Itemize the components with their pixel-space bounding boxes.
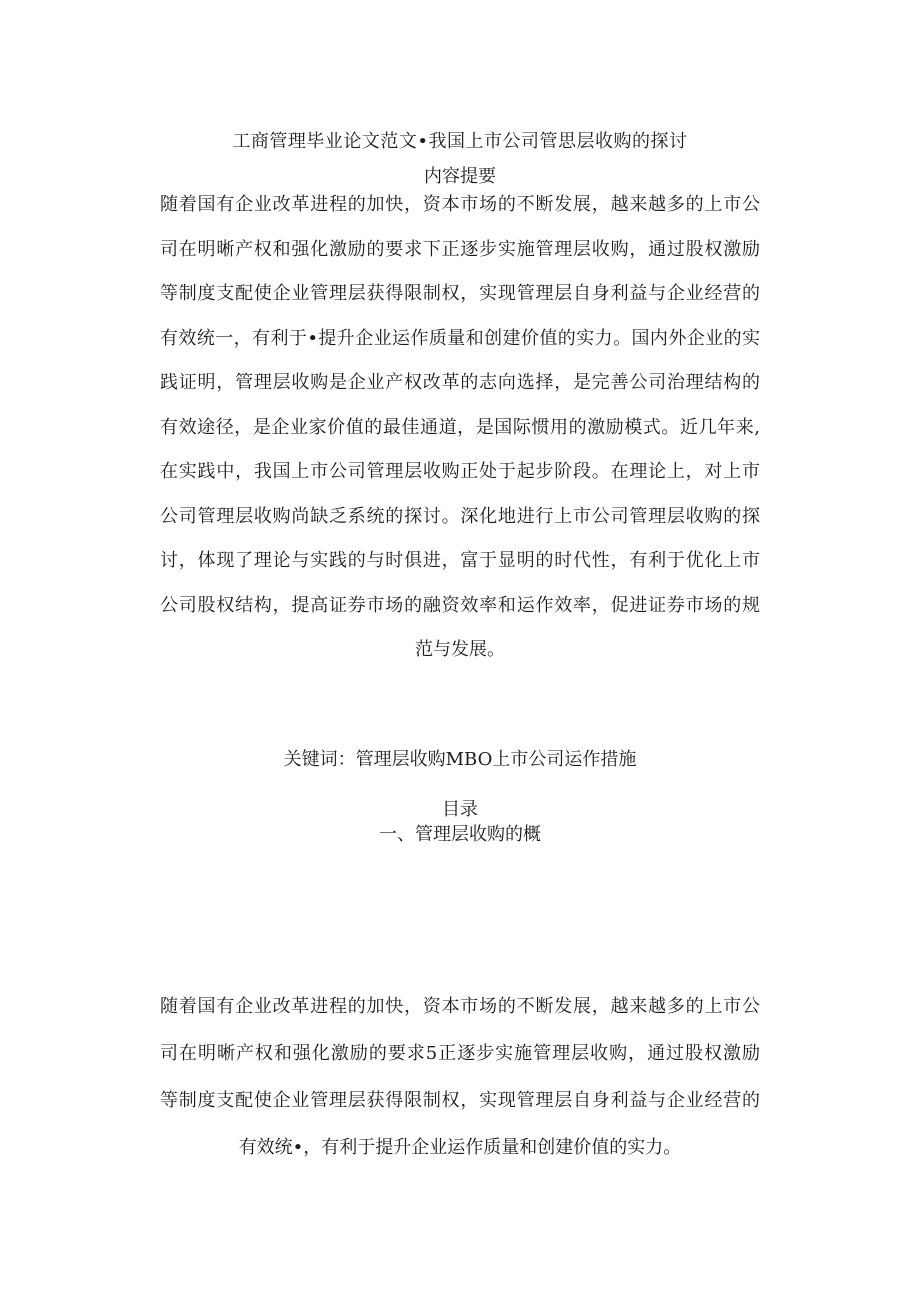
keywords-line: 关键词：管理层收购MBO上市公司运作措施	[283, 749, 637, 770]
abstract-line: 在实践中，我国上市公司管理层收购正处于起步阶段。在理论上，对上市	[160, 461, 760, 482]
abstract-line: 践证明，管理层收购是企业产权改革的志向选择，是完善公司治理结构的	[160, 372, 760, 393]
abstract-line: 讨，体现了理论与实践的与时俱进，富于显明的时代性，有利于优化上市	[160, 550, 760, 571]
body-line: 司在明晰产权和强化激励的要求5正逐步实施管理层收购，通过股权激励	[160, 1043, 760, 1064]
abstract-line: 公司股权结构，提高证券市场的融资效率和运作效率，促进证券市场的规	[160, 594, 760, 616]
toc-item: 一、管理层收购的概	[379, 824, 541, 845]
abstract-line: 公司管理层收购尚缺乏系统的探讨。深化地进行上市公司管理层收购的探	[160, 505, 760, 527]
abstract-line: 等制度支配使企业管理层获得限制权，实现管理层自身利益与企业经营的	[160, 283, 760, 304]
abstract-paragraph	[160, 183, 760, 673]
abstract-line: 范与发展。	[415, 639, 505, 660]
body-line: 有效统•，有利于提升企业运作质量和创建价值的实力。	[238, 1137, 682, 1158]
body-line: 等制度支配使企业管理层获得限制权，实现管理层自身利益与企业经营的	[160, 1090, 760, 1111]
abstract-line: 有效统一，有利于•提升企业运作质量和创建价值的实力。国内外企业的实	[160, 327, 760, 349]
body-line: 随着国有企业改革进程的加快，资本市场的不断发展，越来越多的上市公	[160, 996, 760, 1017]
abstract-line: 随着国有企业改革进程的加快，资本市场的不断发展，越来越多的上市公	[160, 194, 760, 215]
body-paragraph	[160, 983, 760, 1171]
abstract-line: 司在明晰产权和强化激励的要求下正逐步实施管理层收购，通过股权激励	[160, 238, 760, 260]
abstract-line: 有效途径，是企业家价值的最佳通道，是国际惯用的激励模式。近几年来,	[160, 416, 760, 438]
document-title: 工商管理毕业论文范文•我国上市公司管思层收购的探讨	[232, 131, 688, 152]
toc-heading: 目录	[442, 799, 478, 820]
abstract-heading: 内容提要	[424, 166, 496, 187]
